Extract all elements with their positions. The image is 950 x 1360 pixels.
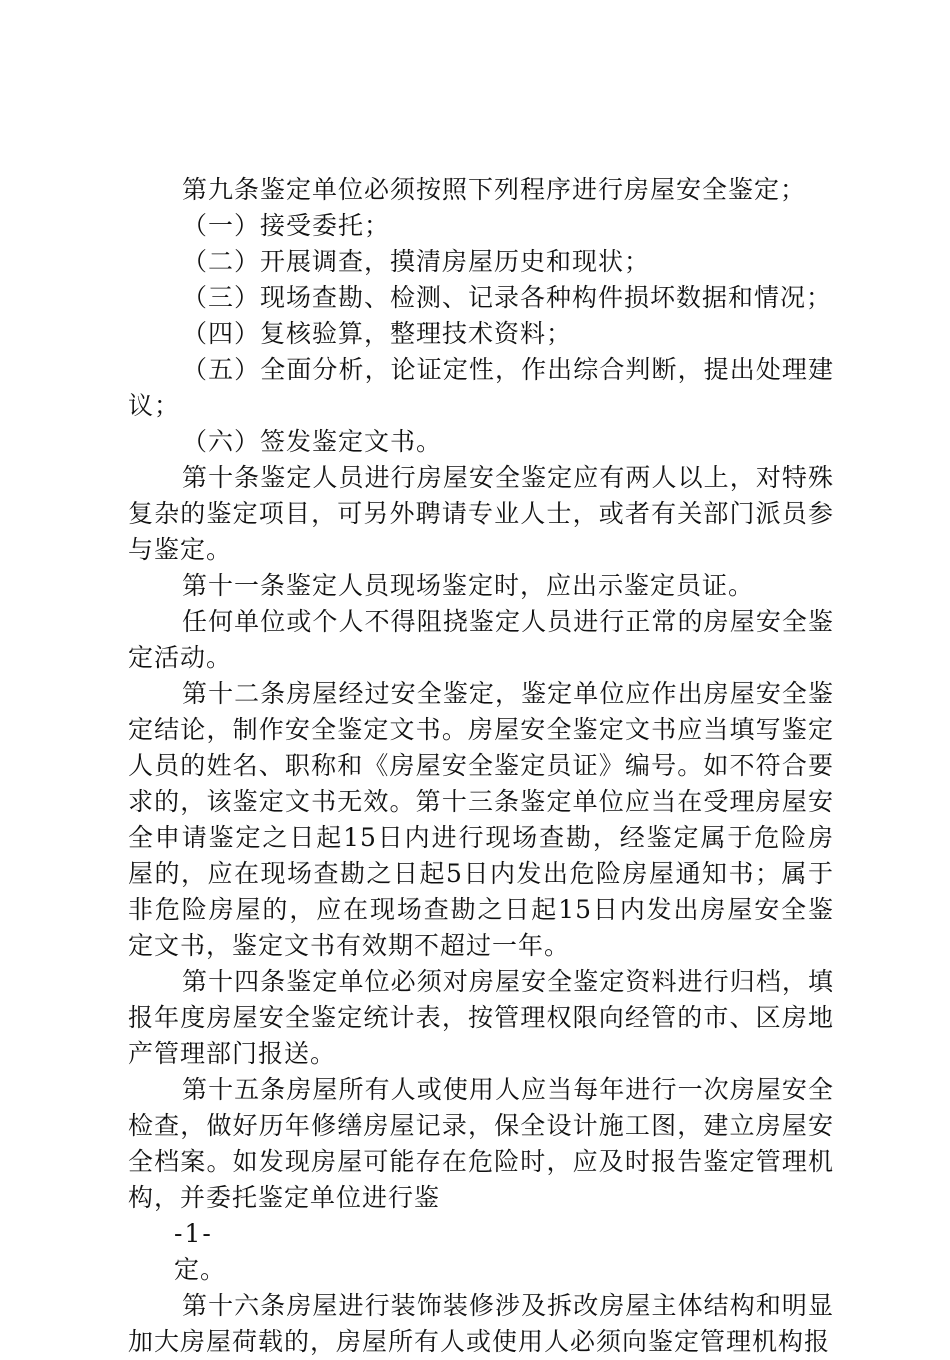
article-9-item-2: （二）开展调查，摸清房屋历史和现状； [182, 247, 651, 276]
article-11: 第十一条鉴定人员现场鉴定时，应出示鉴定员证。 [182, 571, 755, 600]
article-15: 第十五条房屋所有人或使用人应当每年进行一次房屋安全检查，做好历年修缮房屋记录，保全设计施工图，建立房屋安全档案。如发现房屋可能存在危险时，应及时报告鉴定管理机构，并委托鉴定单位进行鉴 [128, 1075, 834, 1212]
page-continuation-text: 定。 [174, 1255, 227, 1284]
page-number: -1- [174, 1219, 213, 1248]
article-9-item-4: （四）复核验算，整理技术资料； [182, 319, 573, 348]
article-9-item-3: （三）现场查勘、检测、记录各种构件损坏数据和情况； [182, 283, 833, 312]
article-16: 第十六条房屋进行装饰装修涉及拆改房屋主体结构和明显加大房屋荷载的，房屋所有人或使用人必须向鉴定管理机构报 [128, 1291, 834, 1356]
article-9-item-6: （六）签发鉴定文书。 [182, 427, 443, 456]
document-body [128, 172, 834, 1360]
article-9-item-1: （一）接受委托； [182, 211, 391, 240]
article-11-paragraph-2: 任何单位或个人不得阻挠鉴定人员进行正常的房屋安全鉴定活动。 [128, 607, 834, 672]
article-10: 第十条鉴定人员进行房屋安全鉴定应有两人以上，对特殊复杂的鉴定项目，可另外聘请专业人士，或者有关部门派员参与鉴定。 [128, 463, 834, 564]
article-14: 第十四条鉴定单位必须对房屋安全鉴定资料进行归档，填报年度房屋安全鉴定统计表，按管理权限向经管的市、区房地产管理部门报送。 [128, 967, 834, 1068]
article-9-intro: 第九条鉴定单位必须按照下列程序进行房屋安全鉴定； [182, 175, 807, 204]
article-9-item-5: （五）全面分析，论证定性，作出综合判断，提出处理建议； [128, 355, 834, 420]
article-12-13: 第十二条房屋经过安全鉴定，鉴定单位应作出房屋安全鉴定结论，制作安全鉴定文书。房屋安全鉴定文书应当填写鉴定人员的姓名、职称和《房屋安全鉴定员证》编号。如不符合要求的，该鉴定文书无效。第十三条鉴定单位应当在受理房屋安全申请鉴定之日起15日内进行现场查勘，经鉴定属于危险房屋的，应在现场查勘之日起5日内发出危险房屋通知书；属于非危险房屋的，应在现场查勘之日起15日内发出房屋安全鉴定文书，鉴定文书有效期不超过一年。 [128, 679, 834, 960]
